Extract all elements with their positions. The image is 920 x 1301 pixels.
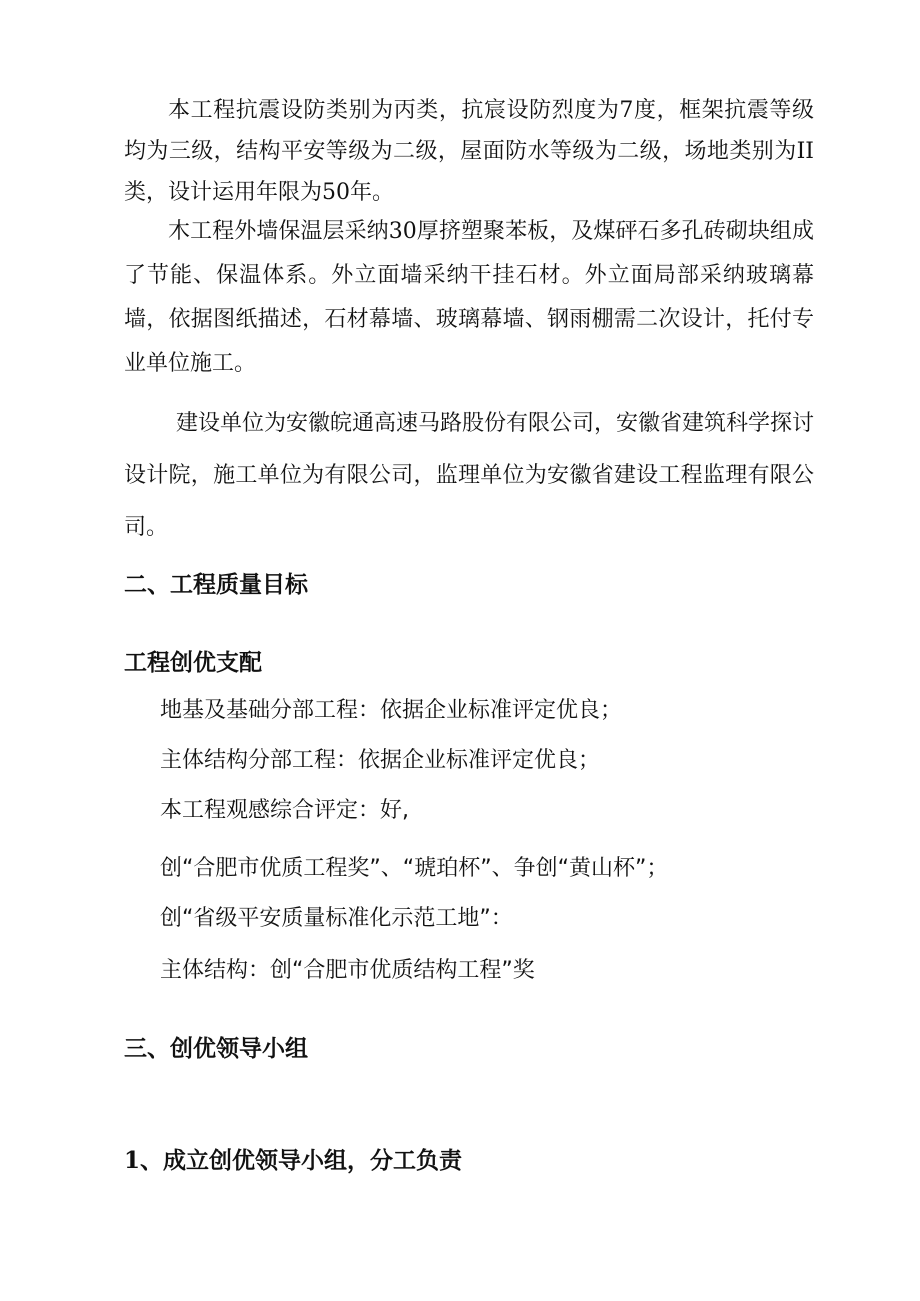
subheading-excellence-plan: 工程创优支配 [124, 650, 262, 676]
subsection-heading-establish-group [124, 1146, 462, 1176]
section-heading-leadership-group: 三、创优领导小组 [124, 1036, 308, 1062]
paragraph-units-info: 建设单位为安徽皖通高速马路股份有限公司，安徽省建筑科学探讨设计院，施工单位为有限公司，监理单位为安徽省建设工程监理有限公司。 [124, 411, 815, 540]
paragraph-seismic-info: 本工程抗震设防类别为丙类，抗宸设防烈度为7度，框架抗震等级均为三级，结构平安等级为二级，屋面防水等级为二级，场地类别为II类，设计运用年限为50年。 [124, 98, 814, 205]
subsection-title: 、成立创优领导小组，分工负责 [140, 1148, 463, 1174]
section-heading-quality-goals: 二、工程质量目标 [124, 572, 308, 598]
list-item: 主体结构：创“合肥市优质结构工程”奖 [160, 958, 535, 983]
list-item: 本工程观感综合评定：好, [160, 798, 409, 823]
list-item: 主体结构分部工程：依据企业标准评定优良； [160, 748, 601, 773]
paragraph-insulation-info: 木工程外墙保温层采纳30厚挤塑聚苯板，及煤砰石多孔砖砌块组成了节能、保温体系。外立面墙采纳干挂石材。外立面局部采纳玻璃幕墙，依据图纸描述，石材幕墙、玻璃幕墙、钢雨棚需二次设计，托付专业单位施工。 [124, 219, 814, 376]
list-item: 创“省级平安质量标准化示范工地”： [160, 906, 513, 931]
subsection-number: 1 [124, 1147, 141, 1174]
list-item: 地基及基础分部工程：依据企业标准评定优良； [160, 698, 623, 723]
list-item: 创“合肥市优质工程奖”、“琥珀杯”、争创“黄山杯”； [160, 856, 669, 881]
